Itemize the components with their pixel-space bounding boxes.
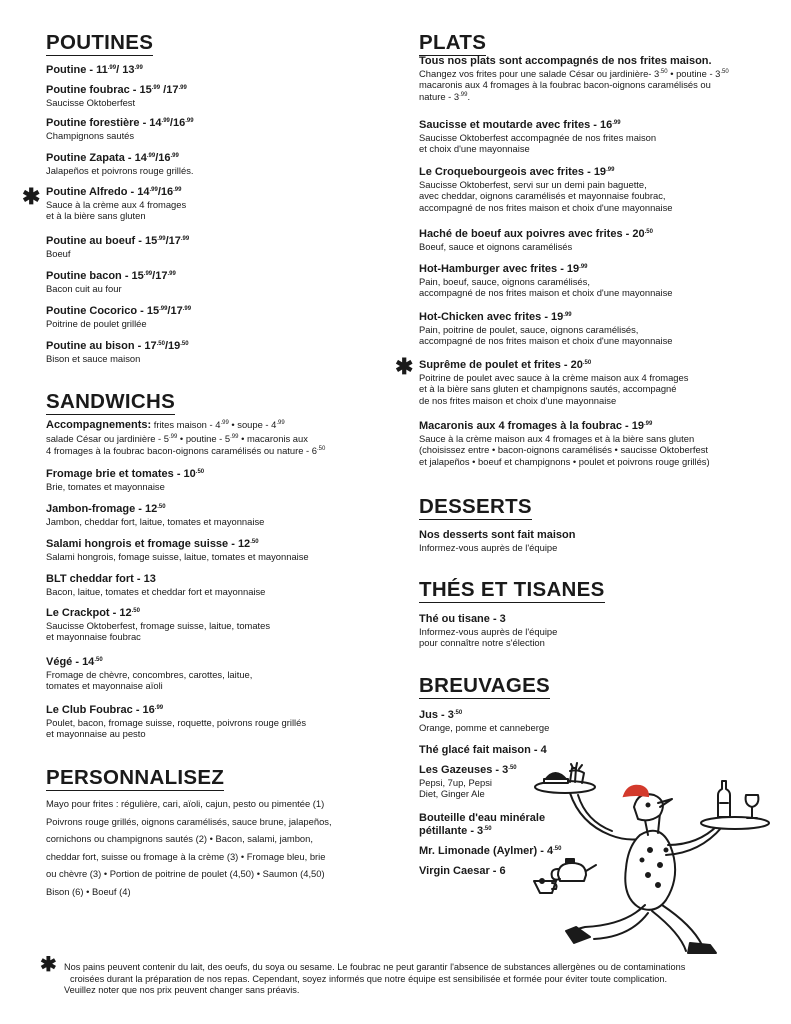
menu-item: Poutine forestière - $14^{.99}/16^{.99}$ Champignons sautés (46, 117, 386, 141)
menu-item: Macaronis aux 4 fromages à la foubrac - $19^{.99}$ Sauce à la crème maison aux 4 fromages et à la bière sans gluten (choisissez entre • bacon-oignons caramélisés • saucisse Oktoberfest et jalapeños • boeuf et champignons • poulet et poivrons rouge grillés) (419, 420, 769, 467)
item-description: Saucisse Oktoberfest (46, 97, 136, 108)
asterisk-icon: ✱ (40, 954, 57, 976)
item-description: et à la bière sans gluten (46, 210, 146, 222)
menu-item: Poutine - $11^{.99}/$ $13^{.99}$ (46, 64, 143, 76)
menu-item: Poutine foubrac - $15^{.99}$ $/17^{.99}$ Saucisse Oktoberfest (46, 84, 386, 108)
item-description: de nos frites maison et choix d'une mayonnaise (419, 394, 617, 406)
item-description: Poitrine de poulet grillée (46, 318, 147, 329)
menu-item: Bouteille d'eau minérale pétillante - $3^{.50}$ (419, 812, 546, 837)
menu-item: Fromage brie et tomates - $10^{.50}$ Brie, tomates et mayonnaise (46, 468, 386, 492)
item-description: Boeuf, sauce et oignons caramélisés (419, 241, 573, 252)
section-title-desserts: DESSERTS (419, 495, 532, 518)
menu-item: Hot-Hamburger avec frites - $19^{.99}$ Pain, boeuf, sauce, oignons caramélisés, accompagné de nos frites maison et choix d'une mayonnaise (419, 263, 769, 299)
menu-item: Salami hongrois et fromage suisse - $12^{.50}$ Salami hongrois, fomage suisse, laitue, tomates et mayonnaise (46, 538, 386, 562)
menu-item: Le Croquebourgeois avec frites - $19^{.99}$ Saucisse Oktoberfest, servi sur un demi pain baguette, avec cheddar, oignons caramélisés et mayonnaise foubrac, accompagné de nos frites maison et choix d'une mayonnaise (419, 166, 769, 213)
item-description: Orange, pomme et canneberge (419, 722, 550, 733)
menu-item: Poutine au bison - $17^{.50}/19^{.50}$ Bison et sauce maison (46, 340, 386, 364)
item-description: Pepsi, 7up, Pepsi (419, 777, 492, 788)
item-description: Jalapeños et poivrons rouge grillés. (46, 165, 194, 176)
item-description: et à la bière sans gluten et champignons sautés, accompagné (419, 383, 677, 395)
item-description: accompagné de nos frites maison et choix d'une mayonnaise (419, 201, 673, 213)
menu-item: Thé glacé fait maison - 4 (419, 744, 547, 756)
sandwichs-section (46, 391, 386, 415)
item-description: Pain, boeuf, sauce, oignons caramélisés, (419, 276, 590, 287)
item-description: tomates et mayonnaise aïoli (46, 680, 163, 692)
item-description: Salami hongrois, fomage suisse, laitue, tomates et mayonnaise (46, 551, 309, 562)
menu-item: Poutine Cocorico - $15^{.99}/17^{.99}$ Poitrine de poulet grillée (46, 305, 386, 329)
accompaniments: Accompagnements: frites maison - $4^{.99}$ • soupe - $4^{.99}$ salade César ou jardinière - $5^{.99}$ • poutine - $5^{.99}$ • macaronis aux 4 fromages à la foubrac bacon-oignons caramélisés ou nature - $6^{.50}$ (46, 419, 326, 457)
section-title-sandwichs: SANDWICHS (46, 390, 176, 413)
menu-item: Poutine Alfredo - $14^{.99}/16^{.99}$ Sauce à la crème aux 4 fromages et à la bière sans gluten (46, 186, 386, 222)
item-description: Diet, Ginger Ale (419, 788, 485, 800)
menu-item: Jambon-fromage - $12^{.50}$ Jambon, cheddar fort, laitue, tomates et mayonnaise (46, 503, 386, 527)
customization-options: Mayo pour frites : régulière, cari, aïoli, cajun, pesto ou pimentée (1) Poivrons rouge grillés, oignons caramélisés, sauce brune, jalapeños, cornichons ou champignons sautés (2) • Bacon, salami, jambon, cheddar fort, suisse ou fromage à la crème (3) • Fromage bleu, brie ou chèvre (3) • Portion de poitrine de poulet (4,50) • Saumon (4,50) Bison (6) • Boeuf (4) (46, 798, 332, 897)
asterisk-icon: ✱ (395, 354, 414, 379)
item-description: et choix d'une mayonnaise (419, 143, 530, 155)
section-title-personnalisez: PERSONNALISEZ (46, 766, 225, 789)
item-description: avec cheddar, oignons caramélisés et mayonnaise foubrac, (419, 190, 666, 202)
item-description: Sauce à la crème maison aux 4 fromages et à la bière sans gluten (419, 433, 695, 444)
item-description: (choisissez entre • bacon-oignons caramélisés • saucisse Oktoberfest (419, 444, 708, 456)
item-description: et jalapeños • boeuf et champignons • poulet et poivrons rouge grillés) (419, 455, 710, 467)
asterisk-icon: ✱ (22, 184, 41, 209)
item-description: Poitrine de poulet avec sauce à la crème maison aux 4 fromages (419, 372, 689, 383)
menu-item: Végé - $14^{.50}$ Fromage de chèvre, concombres, carottes, laitue, tomates et mayonnaise aïoli (46, 656, 386, 692)
item-description: Bison et sauce maison (46, 353, 141, 364)
plats-section (419, 32, 769, 56)
menu-item: Poutine bacon - $15^{.99}/17^{.99}$ Bacon cuit au four (46, 270, 386, 294)
plats-intro: Tous nos plats sont accompagnés de nos frites maison. Changez vos frites pour une salade César ou jardinière- $3^{.50}$ • poutine - $3^{.50}$ macaronis aux 4 fromages à la foubrac bacon-oignons caramélisés ou nature - $3^{.99}$. (419, 55, 729, 102)
thes-section (419, 579, 769, 603)
item-description: Saucisse Oktoberfest, fromage suisse, laitue, tomates (46, 620, 271, 631)
item-description: accompagné de nos frites maison et choix d'une mayonnaise (419, 335, 673, 347)
poutines-section (46, 32, 386, 56)
item-description: Pain, poitrine de poulet, sauce, oignons caramélisés, (419, 324, 639, 335)
item-description: accompagné de nos frites maison et choix d'une mayonnaise (419, 287, 673, 299)
section-title-thes: THÉS ET TISANES (419, 578, 605, 601)
menu-item: Thé ou tisane - 3 Informez-vous auprès de l'équipe pour connaître notre s'élection (419, 613, 769, 649)
personnalisez-section (46, 767, 386, 791)
menu-item: Virgin Caesar - 6 (419, 865, 506, 877)
item-description: Informez-vous auprès de l'équipe (419, 542, 558, 553)
menu-item: Suprême de poulet et frites - $20^{.50}$ Poitrine de poulet avec sauce à la crème maison aux 4 fromages et à la bière sans gluten et champignons sautés, accompagné de nos frites maison et choix d'une mayonnaise (419, 359, 769, 406)
menu-item: Le Club Foubrac - $16^{.99}$ Poulet, bacon, fromage suisse, roquette, poivrons rouge grillés et mayonnaise au pesto (46, 704, 386, 740)
item-description: et mayonnaise foubrac (46, 631, 141, 643)
menu-item: Haché de boeuf aux poivres avec frites - $20^{.50}$ Boeuf, sauce et oignons caramélisés (419, 228, 769, 252)
item-description: Sauce à la crème aux 4 fromages (46, 199, 187, 210)
item-description: Boeuf (46, 248, 71, 259)
menu-item: BLT cheddar fort - 13 Bacon, laitue, tomates et cheddar fort et mayonnaise (46, 573, 386, 597)
menu-item: Mr. Limonade (Aylmer) - $4^{.50}$ (419, 845, 562, 857)
item-description: Brie, tomates et mayonnaise (46, 481, 165, 492)
breuvages-section (419, 675, 769, 699)
waiter-illustration (530, 755, 780, 955)
menu-item: Les Gazeuses - $3^{.50}$ Pepsi, 7up, Pepsi Diet, Ginger Ale (419, 764, 769, 800)
section-title-breuvages: BREUVAGES (419, 674, 551, 697)
menu-item: Poutine au boeuf - $15^{.99}/17^{.99}$ Boeuf (46, 235, 386, 259)
section-title-plats: PLATS (419, 31, 487, 54)
menu-item: Hot-Chicken avec frites - $19^{.99}$ Pain, poitrine de poulet, sauce, oignons caramélisés, accompagné de nos frites maison et choix d'une mayonnaise (419, 311, 769, 347)
item-description: Informez-vous auprès de l'équipe (419, 626, 558, 637)
allergen-footer: Nos pains peuvent contenir du lait, des oeufs, du soya ou sesame. Le foubrac ne peut garantir l'absence de substances allergènes ou de contaminations croisées durant la préparation de nos repas. Cependant, soyez informés que notre équipe est sensibilisée et formée pour éviter toute complication. Veuillez noter que nos prix peuvent changer sans préavis. (64, 962, 686, 996)
menu-item: Saucisse et moutarde avec frites - $16^{.99}$ Saucisse Oktoberfest accompagnée de nos frites maison et choix d'une mayonnaise (419, 119, 769, 155)
item-description: Saucisse Oktoberfest, servi sur un demi pain baguette, (419, 179, 647, 190)
desserts-section (419, 496, 769, 520)
item-description: Bacon cuit au four (46, 283, 122, 294)
menu-item: Nos desserts sont fait maison Informez-vous auprès de l'équipe (419, 529, 769, 553)
item-description: et mayonnaise au pesto (46, 728, 146, 740)
section-title-poutines: POUTINES (46, 31, 154, 54)
item-description: Jambon, cheddar fort, laitue, tomates et mayonnaise (46, 516, 265, 527)
item-description: Bacon, laitue, tomates et cheddar fort et mayonnaise (46, 586, 266, 597)
item-description: pour connaître notre s'élection (419, 637, 545, 649)
menu-item: Poutine Zapata - $14^{.99}/16^{.99}$ Jalapeños et poivrons rouge grillés. (46, 152, 386, 176)
item-description: Champignons sautés (46, 130, 135, 141)
item-description: Fromage de chèvre, concombres, carottes, laitue, (46, 669, 253, 680)
menu-item: Jus - $3^{.50}$ Orange, pomme et canneberge (419, 709, 769, 733)
item-description: Saucisse Oktoberfest accompagnée de nos frites maison (419, 132, 657, 143)
menu-item: Le Crackpot - $12^{.50}$ Saucisse Oktoberfest, fromage suisse, laitue, tomates et mayonnaise foubrac (46, 607, 386, 643)
item-description: Poulet, bacon, fromage suisse, roquette, poivrons rouge grillés (46, 717, 307, 728)
